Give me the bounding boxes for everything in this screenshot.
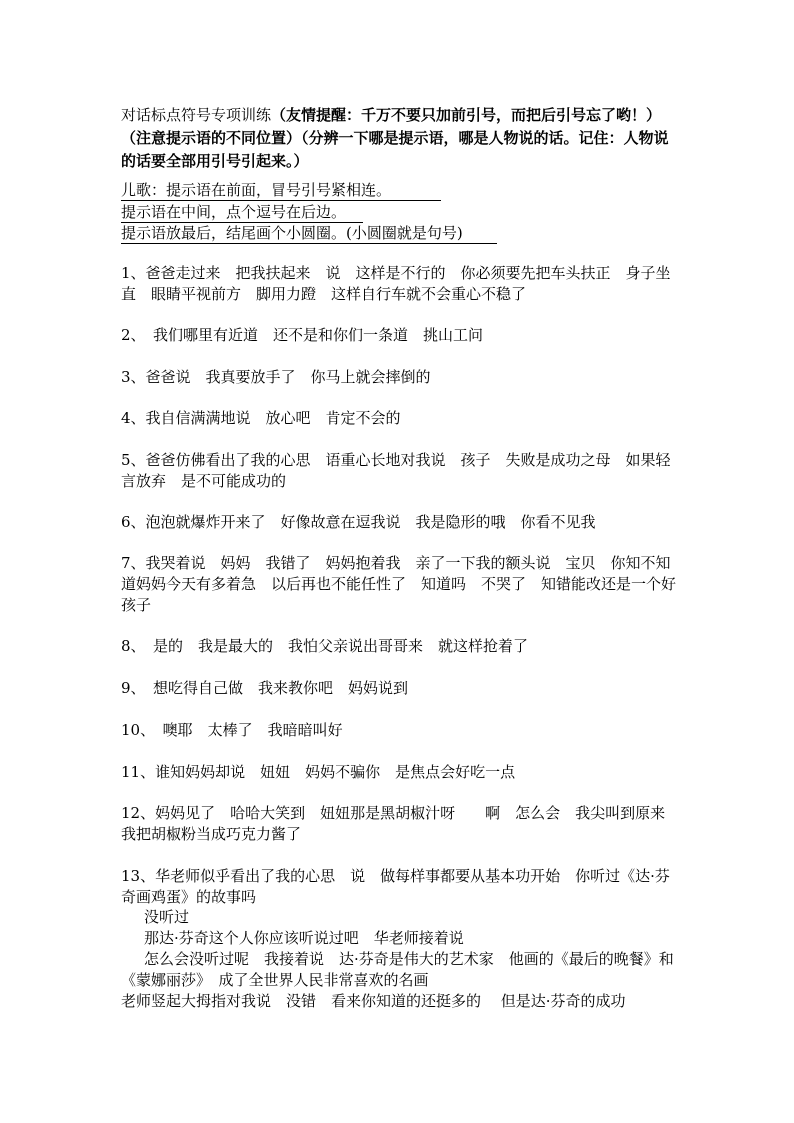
- exercise-item-9: 9、 想吃得自己做 我来教你吧 妈妈说到: [121, 679, 409, 697]
- item13-line-4: 老师竖起大拇指对我说 没错 看来你知道的还挺多的 但是达·芬奇的成功: [121, 992, 626, 1010]
- exercise-intro: [121, 104, 681, 173]
- exercise-item-12: 12、妈妈见了 哈哈大笑到 妞妞那是黑胡椒汁呀 啊 怎么会 我尖叫到原来 我把胡椒粉当成巧克力酱了: [121, 804, 681, 843]
- exercise-item-10: 10、 噢耶 太棒了 我暗暗叫好: [121, 721, 343, 739]
- exercise-item-4: 4、我自信满满地说 放心吧 肯定不会的: [121, 409, 401, 427]
- exercise-item-6: 6、泡泡就爆炸开来了 好像故意在逗我说 我是隐形的哦 你看不见我: [121, 513, 596, 531]
- exercise-item-13: 13、华老师似乎看出了我的心思 说 做每样事都要从基本功开始 你听过《达·芬奇画鸡蛋》的故事吗: [121, 867, 670, 906]
- rhyme-line-2: 提示语在中间，点个逗号在后边。: [121, 203, 363, 223]
- exercise-reminder: （友情提醒：千万不要只加前引号，而把后引号忘了哟！）（注意提示语的不同位置）（分辨一下哪是提示语，哪是人物说的话。记住：人物说的话要全部用引号引起来。）: [121, 106, 669, 170]
- exercise-item-1: 1、爸爸走过来 把我扶起来 说 这样是不行的 你必须要先把车头扶正 身子坐直 眼睛平视前方 脚用力蹬 这样自行车就不会重心不稳了: [121, 264, 671, 303]
- exercise-item-8: 8、 是的 我是最大的 我怕父亲说出哥哥来 就这样抢着了: [121, 637, 529, 655]
- exercise-title: 对话标点符号专项训练: [121, 106, 272, 124]
- exercise-item-2: 2、 我们哪里有近道 还不是和你们一条道 挑山工问: [121, 326, 484, 344]
- rhyme-line-3: 提示语放最后，结尾画个小圆圈。(小圆圈就是句号): [121, 224, 497, 244]
- exercise-item-5: 5、爸爸仿佛看出了我的心思 语重心长地对我说 孩子 失败是成功之母 如果轻言放弃 是不可能成功的: [121, 451, 671, 490]
- item13-line-2: 那达·芬奇这个人你应该听说过吧 华老师接着说: [144, 929, 464, 947]
- item13-line-1: 没听过: [144, 908, 190, 926]
- exercise-item-3: 3、爸爸说 我真要放手了 你马上就会摔倒的: [121, 368, 431, 386]
- item13-line-3: 怎么会没听过呢 我接着说 达·芬奇是伟大的艺术家 他画的《最后的晚餐》和《蒙娜丽莎》 成了全世界人民非常喜欢的名画: [121, 950, 674, 989]
- exercise-item-7: 7、我哭着说 妈妈 我错了 妈妈抱着我 亲了一下我的额头说 宝贝 你知不知道妈妈今天有多着急 以后再也不能任性了 知道吗 不哭了 知错能改还是一个好孩子: [121, 554, 677, 614]
- exercise-item-11: 11、谁知妈妈却说 妞妞 妈妈不骗你 是焦点会好吃一点: [121, 763, 516, 781]
- rhyme-line-1: 儿歌：提示语在前面，冒号引号紧相连。: [121, 181, 441, 201]
